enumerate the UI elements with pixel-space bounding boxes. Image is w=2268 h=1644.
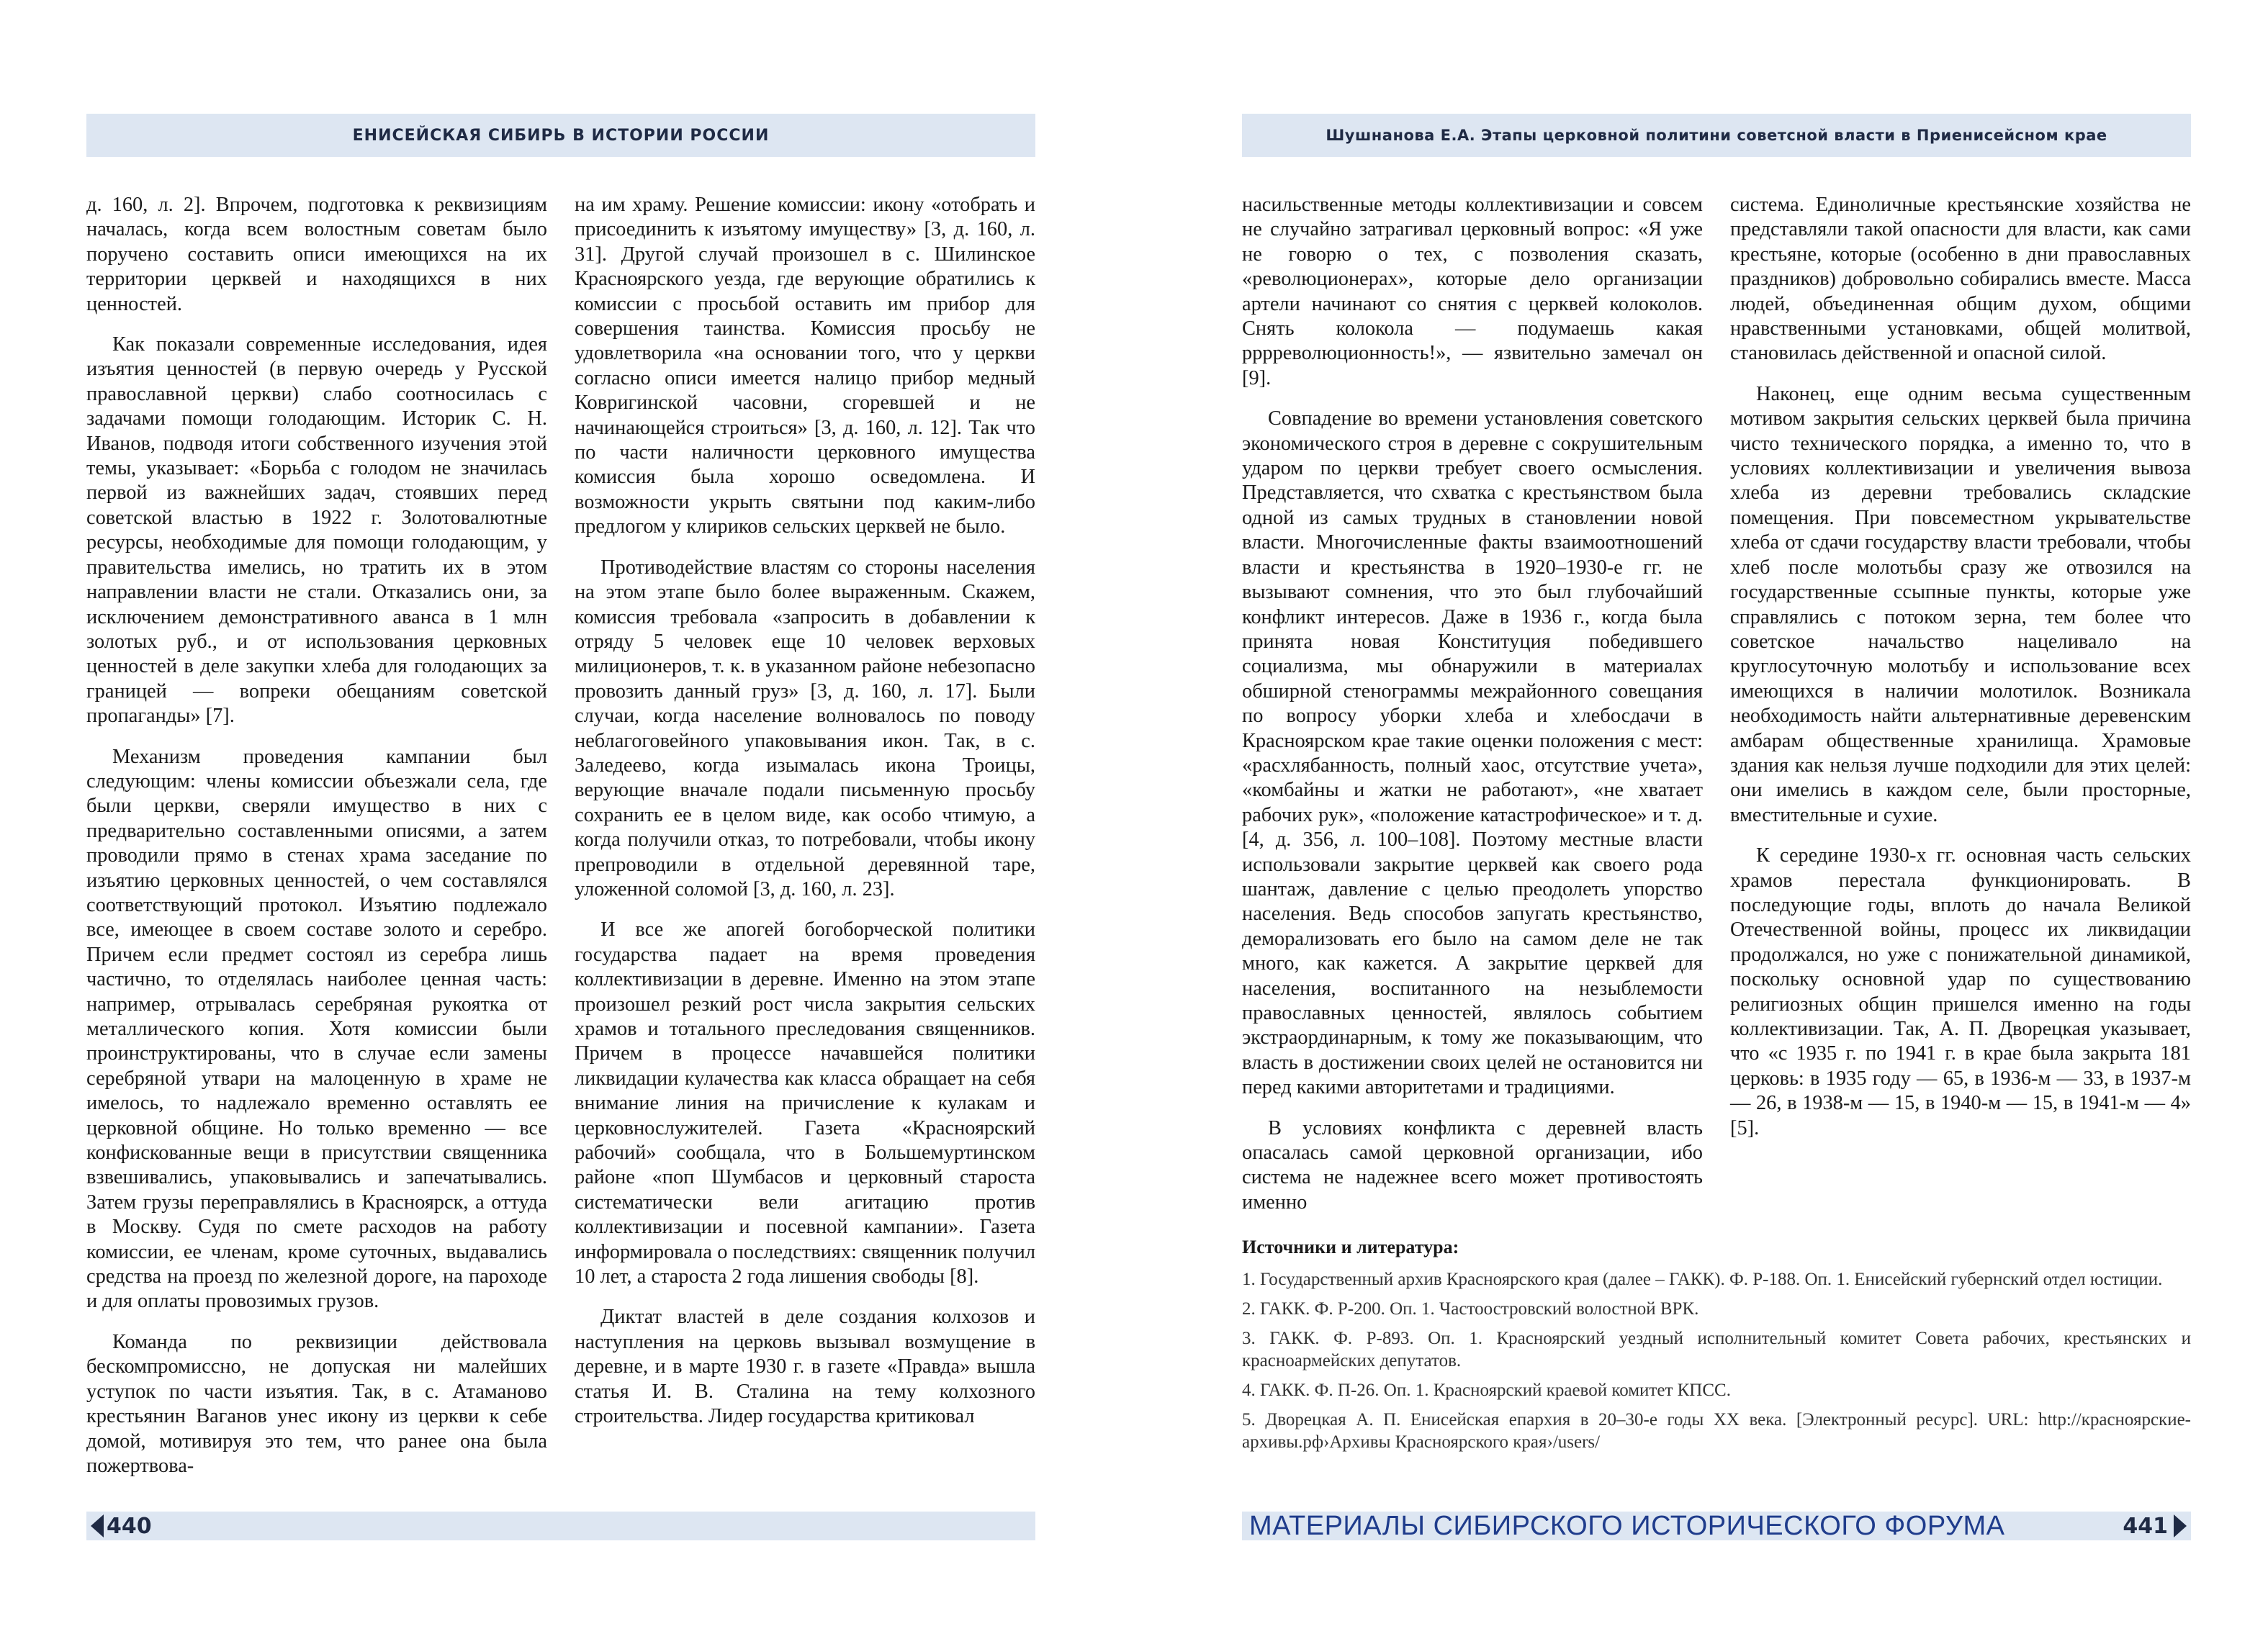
page-footer — [1242, 1512, 2191, 1540]
sources-title: Источники и литература: — [1242, 1237, 1459, 1257]
column-2 — [1730, 193, 2191, 1231]
paragraph: Противодействие властям со стороны населения на этом этапе было более выраженным. Скажем, комиссия требовала «запросить в добавлении к отряду 5 человек еще 10 человек верховых милиционеров, т. к. в указанном районе небезопасно провозить данный груз» [3, д. 160, л. 17]. Были случаи, когда население волновалось по поводу неблагоговейного упаковывания икон. Так, в с. Заледеево, когда изымалась икона Троицы, верующие вначале подали письменную просьбу сохранить ее в целом виде, как особо чтимую, а когда получили отказ, то потребовали, чтобы икону препроводили в отдельной деревянной таре, уложенной соломой [3, д. 160, л. 23]. — [575, 556, 1035, 900]
source-item: 1. Государственный архив Красноярского края (далее – ГАКК). Ф. Р-188. Оп. 1. Енисейский губернский отдел юстиции. — [1242, 1270, 2163, 1289]
page-number: 440 — [107, 1513, 152, 1539]
paragraph: И все же апогей богоборческой политики государства падает на время проведения коллективизации в деревне. Именно на этом этапе произошел резкий рост числа закрытия сельских храмов и тотального преследования священников. Причем в процессе начавшейся политики ликвидации кулачества как класса обращает на себя внимание линия на причисление к кулакам и церковнослужителей. Газета «Красноярский рабочий» сообщала, что в Большемуртинском районе «поп Шумбасов и церковный староста систематически вели агитацию против коллективизации и посевной кампании». Газета информировала о последствиях: священник получил 10 лет, а староста 2 года лишения свободы [8]. — [575, 918, 1035, 1288]
paragraph: Как показали современные исследования, идея изъятия ценностей (в первую очередь у Русской православной церкви) слабо соотносилась с задачами помощи голодающим. Историк С. Н. Иванов, подводя итоги собственного изучения этой темы, указывает: «Борьба с голодом не значилась первой из важнейших задач, стоявших перед советской властью в 1922 г. Золотовалютные ресурсы, необходимые для помощи голодающим, у правительства имелись, но тратить их в этом направлении власти не стали. Отказались они, за исключением демонстративного аванса в 1 млн золотых руб., и от использования церковных ценностей в деле закупки хлеба для голодающих за границей — вопреки обещаниям советской пропаганды» [7]. — [86, 333, 547, 728]
source-item: 3. ГАКК. Ф. Р-893. Оп. 1. Красноярский уездный исполнительный комитет Совета рабочих, крестьянских и красноармейских депутатов. — [1242, 1329, 2191, 1370]
source-item: 5. Дворецкая А. П. Енисейская епархия в 20–30-е годы XX века. [Электронный ресурс]. URL: http://красноярские-архивы.рф›Архивы Красноярского края›/users/ — [1242, 1410, 2191, 1452]
source-item: 2. ГАКК. Ф. Р-200. Оп. 1. Частоостровский волостной ВРК. — [1242, 1299, 1699, 1319]
chevron-left-icon — [91, 1514, 104, 1537]
chevron-right-icon — [2174, 1514, 2187, 1537]
paragraph: система. Единоличные крестьянские хозяйства не представляли такой опасности для власти, как сами крестьяне, которые (особенно в дни православных праздников) добровольно собирались вместе. Масса людей, объединенная общим духом, общими нравственными установками, общей молитвой, становилась действенной и опасной силой. — [1730, 194, 2191, 365]
text-columns — [1242, 193, 2191, 1231]
source-item: 4. ГАКК. Ф. П-26. Оп. 1. Красноярский краевой комитет КПСС. — [1242, 1381, 1731, 1400]
column-1 — [86, 193, 547, 1494]
page-number-group — [2123, 1514, 2187, 1539]
column-2 — [575, 193, 1035, 1494]
paragraph: Наконец, еще одним весьма существенным мотивом закрытия сельских церквей была причина чисто технического порядка, а именно то, что в условиях коллективизации и увеличения вывоза хлеба из деревни требовались складские помещения. При повсеместном укрывательстве хлеба от сдачи государству власти требовали, чтобы хлеб после молотьбы сразу же отвозился на государственные ссыпные пункты, которые уже справлялись с потоком зерна, тем более что советское начальство нацеливало на круглосуточную молотьбу и использование всех имеющихся в наличии молотилок. Возникала необходимость найти альтернативные деревенским амбарам общественные хранилища. Храмовые здания как нельзя лучше подходили для этих целей: они имелись в каждом селе, были просторные, вместительные и сухие. — [1730, 382, 2191, 826]
paragraph: насильственные методы коллективизации и совсем не случайно затрагивал церковный вопрос: «Я уже не говорю о тех, с позволения сказать, «революционерах», которые дело организации артели начинают со снятия с церквей колоколов. Снять колокола — подумаешь какая рррреволюционность!», — язвительно замечал он [9]. — [1242, 194, 1703, 389]
text-columns — [86, 193, 1035, 1494]
paragraph: Совпадение во времени установления советского экономического строя в деревне с сокрушительным ударом по церкви требует своего осмысления. Представляется, что схватка с крестьянством была одной из самых трудных в становлении новой власти. Многочисленные факты взаимоотношений власти и крестьянства в 1920–1930-е гг. не вызывают сомнения, что это был глубочайший конфликт интересов. Даже в 1936 г., когда была принята новая Конституция победившего социализма, мы обнаружили в материалах обширной стенограммы межрайонного совещания по вопросу уборки хлеба и хлебосдачи в Красноярском крае такие оценки положения с мест: «расхлябанность, полный хаос, отсутствие учета», «комбайны и жатки не работают», «не хватает рабочих рук», «положение катастрофическое» и т. д. [4, д. 356, л. 100–108]. Поэтому местные власти использовали закрытие церквей как своего рода шантаж, давление с целью преодолеть упорство населения. Ведь способов запугать крестьянство, деморализовать его было на самом деле не так много, как кажется. А закрытие церквей для населения, воспитанного на незыблемости православных ценностей, являлось событием экстраординарным, к тому же показывающим, что власть в достижении своих целей не остановится ни перед какими авторитетами и традициями. — [1242, 407, 1703, 1099]
paragraph: В условиях конфликта с деревней власть опасалась самой церковной организации, ибо система не надежнее всего может противостоять именно — [1242, 1116, 1703, 1214]
paragraph: Механизм проведения кампании был следующим: члены комиссии объезжали села, где были церкви, сверяли имущество в них с предварительно составленными описями, а затем проводили прямо в стенах храма заседание по изъятию церковных ценностей, о чем составлялся соответствующий протокол. Изъятию подлежало все, имеющее в своем составе золото и серебро. Причем если предмет состоял из серебра лишь частично, то отделялась наиболее ценная часть: например, отрывалась серебряная рукоятка от металлического копия. Хотя комиссии были проинструктированы, что в случае если замены серебряной утвари на малоценную в храме не имелось, то надлежало временно оставлять ее церковной общине. Но только временно — все конфискованные вещи в присутствии священника взвешивались, упаковывались и запечатывались. Затем грузы переправлялись в Красноярск, а оттуда в Москву. Судя по смете расходов на работу комиссии, ее членам, кроме суточных, выдавались средства на проезд по железной дороге, на пароходе и для оплаты провозимых грузов. — [86, 745, 547, 1313]
paragraph: Команда по реквизиции действовала бескомпромиссно, не допуская ни малейших уступок по части изъятия. Так, в с. Атаманово крестьянин Ваганов унес икону из церкви к себе домой, мотивируя это тем, что ранее она была пожертвова- — [86, 1330, 547, 1477]
running-header: ЕНИСЕЙСКАЯ СИБИРЬ В ИСТОРИИ РОССИИ — [86, 114, 1035, 157]
paragraph: Диктат властей в деле создания колхозов и наступления на церковь вызывал возмущение в деревне, и в марте 1930 г. в газете «Правда» вышла статья И. В. Сталина на тему колхозного строительства. Лидер государства критиковал — [575, 1306, 1035, 1428]
paragraph: К середине 1930-х гг. основная часть сельских храмов перестала функционировать. В последующие годы, вплоть до начала Великой Отечественной войны, процесс их ликвидации продолжался, но уже с понижательной динамикой, поскольку основной удар по существованию религиозных общин пришелся именно на годы коллективизации. Так, А. П. Дворецкая указывает, что «с 1935 г. по 1941 г. в крае была закрыта 181 церковь: в 1935 году — 65, в 1936-м — 33, в 1937-м — 26, в 1938-м — 15, в 1940-м — 15, в 1941-м — 4» [5]. — [1730, 844, 2191, 1139]
right-page — [1134, 0, 2268, 1644]
series-title: МАТЕРИАЛЫ СИБИРСКОГО ИСТОРИЧЕСКОГО ФОРУМА — [1249, 1511, 2005, 1541]
running-header: Шушнанова Е.А. Этапы церковной политини советсной власти в Приенисейсном крае — [1242, 114, 2191, 157]
page-number: 441 — [2123, 1513, 2168, 1539]
paragraph: д. 160, л. 2]. Впрочем, подготовка к реквизициям началась, когда всем волостным советам было поручено составить описи имеющихся на их территории церквей и находящихся в них ценностей. — [86, 194, 547, 315]
paragraph: на им храму. Решение комиссии: икону «отобрать и присоединить к изъятому имуществу» [3, д. 160, л. 31]. Другой случай произошел в с. Шилинское Красноярского уезда, где верующие обратились к комиссии с просьбой оставить им прибор для совершения таинства. Комиссия просьбу не удовлетворила «на основании того, что у церкви согласно описи имеется налицо прибор медный Ковригинской часовни, сгоревшей и не начинающейся строиться» [3, д. 160, л. 12]. Так что по части наличности церковного имущества комиссия была хорошо осведомлена. И возможности укрыть святыни под каким-либо предлогом у клириков сельских церквей не было. — [575, 194, 1035, 538]
sources-section — [1242, 1237, 2191, 1460]
page-footer — [86, 1512, 1035, 1540]
column-1 — [1242, 193, 1703, 1231]
